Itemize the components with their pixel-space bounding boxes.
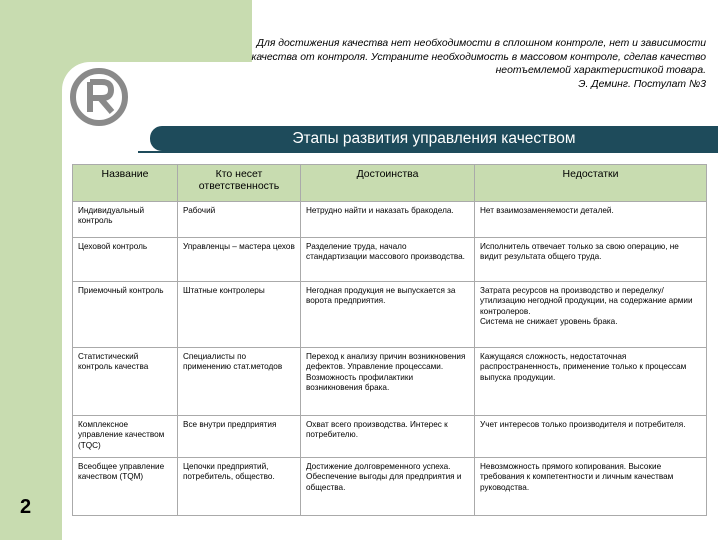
header-responsible: Кто несет ответственность [178,165,301,202]
page-number: 2 [20,496,32,518]
deming-quote [250,37,706,91]
registered-trademark-icon [68,66,130,128]
cell-responsible: Рабочий [178,202,301,238]
cell-advantages: Нетрудно найти и наказать бракодела. [301,202,475,238]
cell-disadvantages: Исполнитель отвечает только за свою операцию, не видит результата общего труда. [475,238,707,282]
cell-advantages: Переход к анализу причин возникновения дефектов. Управление процессами. Возможность профилактики возникновения брака. [301,348,475,416]
table-row [73,202,707,238]
cell-name: Индивидуальный контроль [73,202,178,238]
header-name: Название [73,165,178,202]
table-row [73,282,707,348]
table-row [73,348,707,416]
cell-disadvantages: Невозможность прямого копирования. Высокие требования к компетентности и личным качествам руководства. [475,458,707,516]
cell-disadvantages: Затрата ресурсов на производство и переделку/утилизацию негодной продукции, на содержание армии контролеров. Система не снижает уровень брака. [475,282,707,348]
cell-responsible: Цепочки предприятий, потребитель, общество. [178,458,301,516]
cell-advantages: Разделение труда, начало стандартизации массового производства. [301,238,475,282]
title-bar [150,126,718,151]
cell-name: Приемочный контроль [73,282,178,348]
cell-responsible: Все внутри предприятия [178,416,301,458]
cell-responsible: Специалисты по применению стат.методов [178,348,301,416]
quote-text: Для достижения качества нет необходимости в сплошном контроле, нет и зависимости качества от контроля. Устраните необходимость в массовом контроле, сделав качество неотъемлемой характеристикой товара. [251,38,706,76]
cell-responsible: Штатные контролеры [178,282,301,348]
quality-stages-table [72,164,707,516]
cell-disadvantages: Нет взаимозаменяемости деталей. [475,202,707,238]
cell-advantages: Охват всего производства. Интерес к потребителю. [301,416,475,458]
cell-name: Статистический контроль качества [73,348,178,416]
cell-name: Цеховой контроль [73,238,178,282]
cell-name: Комплексное управление качеством (TQC) [73,416,178,458]
cell-responsible: Управленцы – мастера цехов [178,238,301,282]
cell-advantages: Достижение долговременного успеха. Обеспечение выгоды для предприятия и общества. [301,458,475,516]
cell-name: Всеобщее управление качеством (TQM) [73,458,178,516]
table-row [73,238,707,282]
cell-advantages: Негодная продукция не выпускается за ворота предприятия. [301,282,475,348]
title-underline [138,151,718,153]
table-header-row [73,165,707,202]
cell-disadvantages: Учет интересов только производителя и потребителя. [475,416,707,458]
header-advantages: Достоинства [301,165,475,202]
table-row [73,416,707,458]
table-row [73,458,707,516]
quote-author: Э. Деминг. Постулат №3 [578,78,706,90]
header-disadvantages: Недостатки [475,165,707,202]
cell-disadvantages: Кажущаяся сложность, недостаточная распространенность, применение только к процессам выпуска продукции. [475,348,707,416]
page-title: Этапы развития управления качеством [292,130,576,147]
